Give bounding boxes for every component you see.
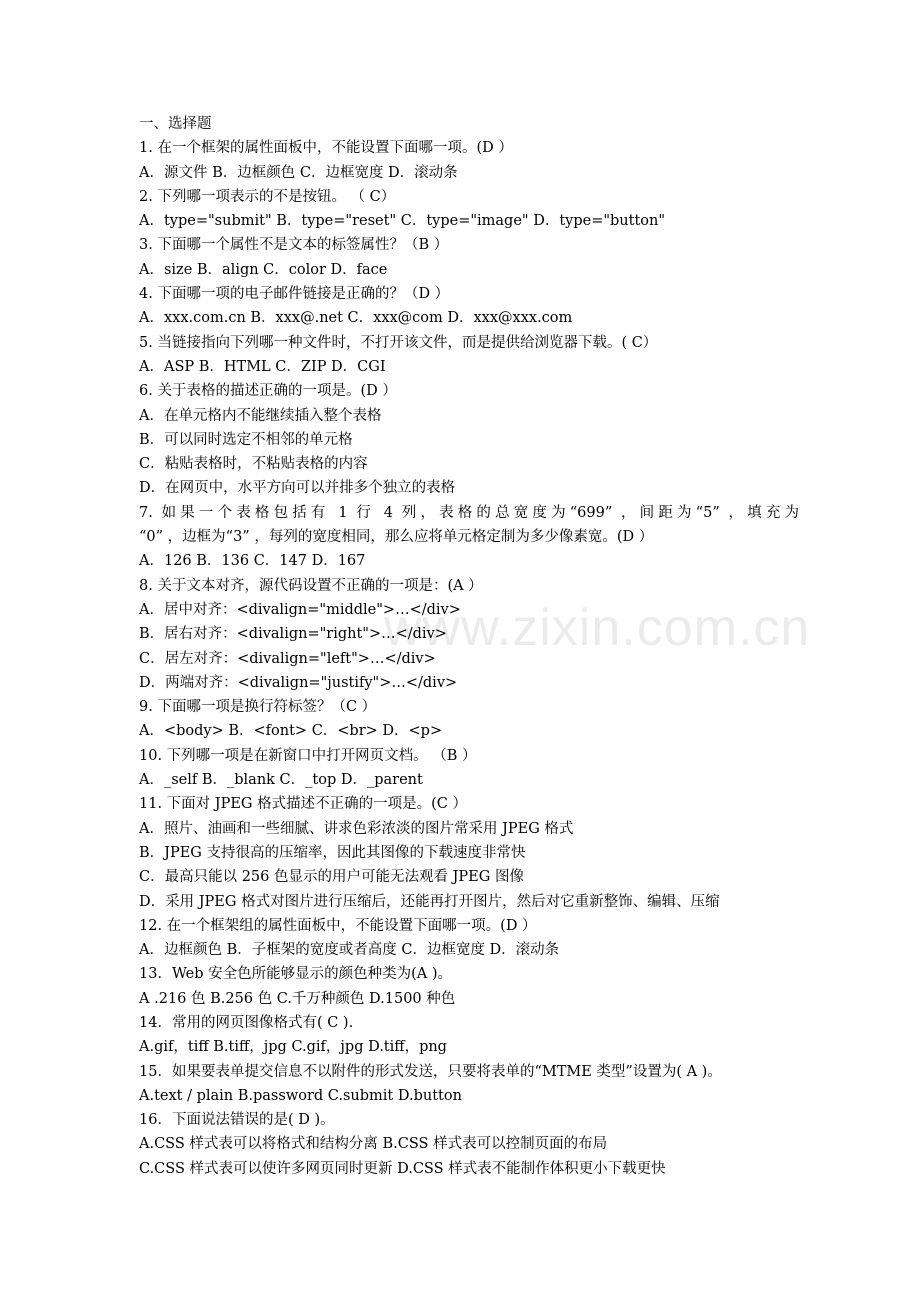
question-list <box>139 112 799 1181</box>
question-2-options: A．type="submit" B．type="reset" C．type="image" D．type="button" <box>139 213 666 230</box>
watermark: www.zixin.com.cn <box>384 599 811 657</box>
question-8-option-c: C．居左对齐：<divalign="left">…</div> <box>139 650 436 667</box>
question-11: 11. 下面对 JPEG 格式描述不正确的一项是。(C ） <box>139 796 467 813</box>
question-13: 13．Web 安全色所能够显示的颜色种类为(A )。 <box>139 966 453 983</box>
question-7-part-2: “0” ，边框为“3” ，每列的宽度相同，那么应将单元格定制为多少像素宽。(D ） <box>139 529 654 546</box>
question-11-option-b: B．JPEG 支持很高的压缩率，因此其图像的下载速度非常快 <box>139 844 526 861</box>
question-11-option-d: D．采用 JPEG 格式对图片进行压缩后，还能再打开图片，然后对它重新整饰、编辑、压缩 <box>139 893 720 910</box>
question-4-options: A．xxx.com.cn B．xxx@.net C．xxx@com D．xxx@xxx.com <box>139 310 573 327</box>
question-3: 3. 下面哪一个属性不是文本的标签属性？（B ） <box>139 237 449 254</box>
question-5: 5. 当链接指向下列哪一种文件时，不打开该文件，而是提供给浏览器下载。( C） <box>139 334 658 351</box>
question-11-option-a: A．照片、油画和一些细腻、讲求色彩浓淡的图片常采用 JPEG 格式 <box>139 820 574 837</box>
question-6-option-c: C．粘贴表格时，不粘贴表格的内容 <box>139 456 368 473</box>
question-15: 15．如果要表单提交信息不以附件的形式发送，只要将表单的“MTME 类型”设置为( A )。 <box>139 1063 722 1080</box>
question-14: 14．常用的网页图像格式有( C ). <box>139 1014 354 1031</box>
question-12-options: A．边框颜色 B．子框架的宽度或者高度 C．边框宽度 D．滚动条 <box>139 942 560 959</box>
question-6: 6. 关于表格的描述正确的一项是。(D ） <box>139 383 397 400</box>
question-15-options: A.text / plain B.password C.submit D.button <box>139 1087 462 1104</box>
question-6-option-b: B．可以同时选定不相邻的单元格 <box>139 431 353 448</box>
question-16: 16．下面说法错误的是( D )。 <box>139 1112 335 1129</box>
question-12: 12. 在一个框架组的属性面板中，不能设置下面哪一项。(D ） <box>139 917 537 934</box>
question-2: 2. 下列哪一项表示的不是按钮。 （ C） <box>139 188 396 205</box>
question-1: 1. 在一个框架的属性面板中，不能设置下面哪一项。(D ） <box>139 140 513 157</box>
question-1-options: A．源文件 B．边框颜色 C．边框宽度 D．滚动条 <box>139 164 458 181</box>
question-6-option-d: D．在网页中，水平方向可以并排多个独立的表格 <box>139 480 456 497</box>
question-10: 10. 下列哪一项是在新窗口中打开网页文档。 （B ） <box>139 747 477 764</box>
question-4: 4. 下面哪一项的电子邮件链接是正确的？（D ） <box>139 286 450 303</box>
question-9: 9. 下面哪一项是换行符标签？（C ） <box>139 699 377 716</box>
question-5-options: A．ASP B．HTML C．ZIP D．CGI <box>139 358 386 375</box>
question-8-option-a: A．居中对齐：<divalign="middle">…</div> <box>139 601 461 618</box>
question-16-options-cd: C.CSS 样式表可以使许多网页同时更新 D.CSS 样式表不能制作体积更小下载更快 <box>139 1160 666 1177</box>
question-16-options-ab: A.CSS 样式表可以将格式和结构分离 B.CSS 样式表可以控制页面的布局 <box>139 1136 608 1153</box>
question-3-options: A．size B．align C．color D．face <box>139 261 388 278</box>
question-10-options: A．_self B．_blank C．_top D．_parent <box>139 772 423 789</box>
question-13-options: A .216 色 B.256 色 C.千万种颜色 D.1500 种色 <box>139 990 456 1007</box>
question-11-option-c: C．最高只能以 256 色显示的用户可能无法观看 JPEG 图像 <box>139 869 524 886</box>
question-8: 8. 关于文本对齐，源代码设置不正确的一项是：(A ） <box>139 577 483 594</box>
question-9-options: A．<body> B．<font> C．<br> D．<p> <box>139 723 443 740</box>
question-14-options: A.gif，tiff B.tiff，jpg C.gif，jpg D.tiff，png <box>139 1039 447 1056</box>
question-7-part-1: 7. 如果一个表格包括有 1 行 4 列，表格的总宽度为“699” ，间距为“5” ，填充为 <box>139 504 799 521</box>
question-6-option-a: A．在单元格内不能继续插入整个表格 <box>139 407 382 424</box>
question-8-option-b: B．居右对齐：<divalign="right">…</div> <box>139 626 447 643</box>
question-7-options: A．126 B．136 C．147 D．167 <box>139 553 366 570</box>
section-heading: 一、选择题 <box>139 116 212 132</box>
question-8-option-d: D．两端对齐：<divalign="justify">…</div> <box>139 674 458 691</box>
